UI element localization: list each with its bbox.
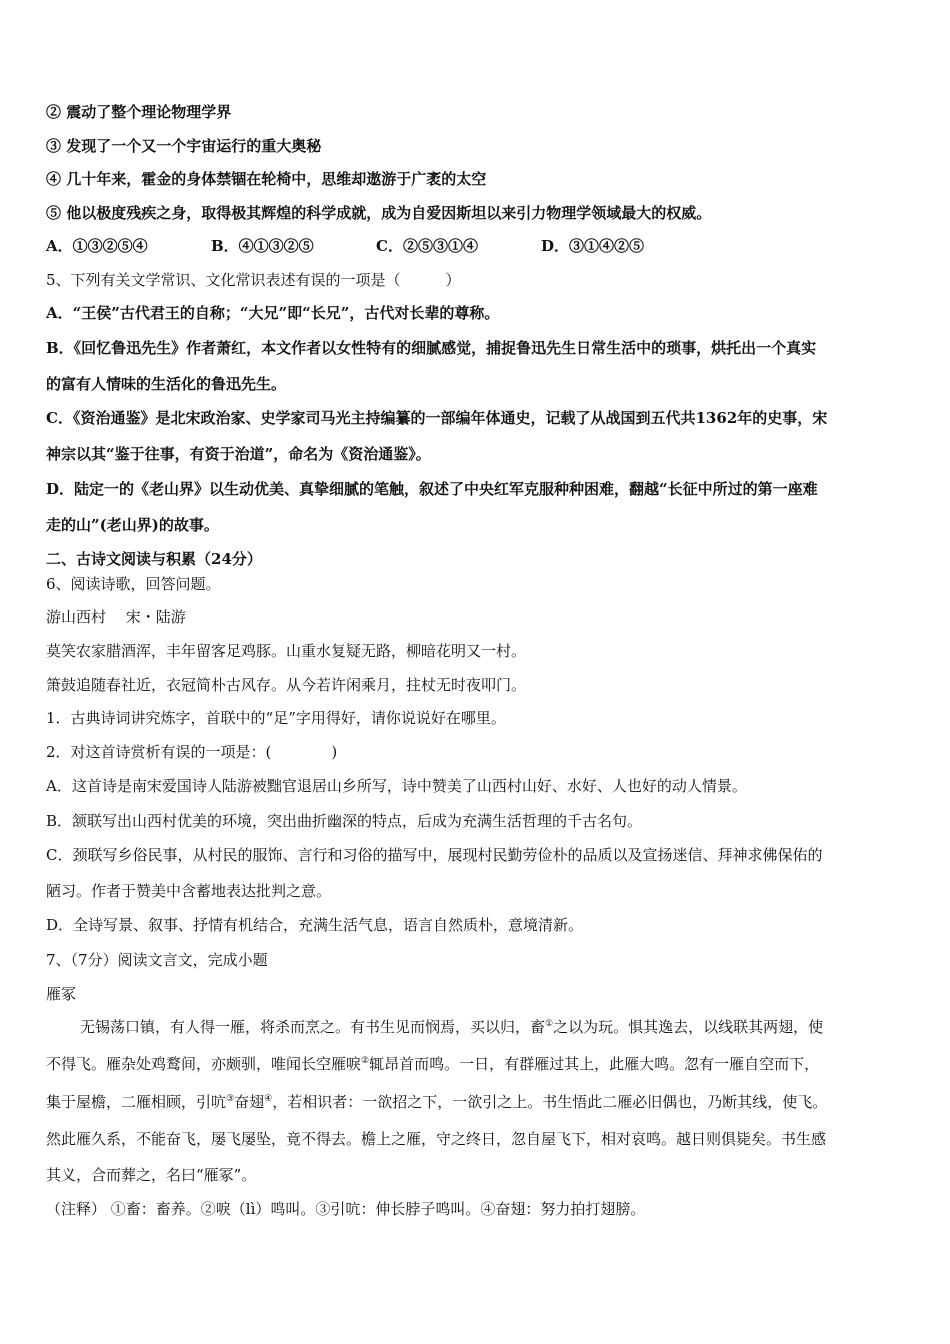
passage-line-1: 无锡荡口镇，有人得一雁，将杀而烹之。有书生见而悯焉，买以归，畜①之以为玩。惧其逸去，以线联其两翅，使: [80, 1018, 824, 1036]
footnote-mark: ③: [226, 1094, 235, 1104]
q6-option-c-line1: C．颈联写乡俗民事，从村民的服饰、言行和习俗的描写中，展现村民勤劳俭朴的品质以及宣扬迷信、拜神求佛保佑的: [46, 846, 823, 864]
q4-options: [46, 236, 916, 256]
section-heading: 二、古诗文阅读与积累（24分）: [46, 550, 262, 568]
q4-option-a: A．①③②⑤④: [46, 237, 148, 255]
footnote-mark: ①: [545, 1019, 554, 1029]
footnotes: （注释） ①畜：畜养。②唳（lì）鸣叫。③引吭：伸长脖子鸣叫。④奋翅：努力拍打翅膀。: [46, 1200, 646, 1218]
q6-sub-1: 1．古典诗词讲究炼字，首联中的“足”字用得好，请你说说好在哪里。: [46, 709, 506, 727]
passage-line-3: 集于屋檐，二雁相顾，引吭③奋翅④，若相识者：一欲招之下，一欲引之上。书生悟此二雁必旧偶也，乃断其线，使飞。: [46, 1093, 828, 1111]
q5-option-c-line1: C．《资治通鉴》是北宋政治家、史学家司马光主持编纂的一部编年体通史，记载了从战国到五代共1362年的史事，宋: [46, 409, 828, 427]
q4-item-4: ④ 几十年来，霍金的身体禁锢在轮椅中，思维却遨游于广袤的太空: [46, 170, 487, 188]
q4-item-5: ⑤ 他以极度残疾之身，取得极其辉煌的科学成就，成为自爱因斯坦以来引力物理学领域最大的权威。: [46, 204, 712, 222]
q7-stem: 7、（7分）阅读文言文，完成小题: [46, 951, 268, 969]
poem-line-2: 箫鼓追随春社近，衣冠简朴古风存。从今若许闲乘月，拄杖无时夜叩门。: [46, 676, 527, 694]
passage-line-2: 不得飞。雁杂处鸡鹜间，亦颇驯，唯闻长空雁唳②辄昂首而鸣。一日，有群雁过其上，此雁大鸣。忽有一雁自空而下，: [46, 1055, 820, 1073]
q5-option-b-line1: B．《回忆鲁迅先生》作者萧红，本文作者以女性特有的细腻感觉，捕捉鲁迅先生日常生活中的琐事，烘托出一个真实: [46, 339, 817, 357]
poem-title: 游山西村 宋・陆游: [46, 608, 186, 626]
poem-line-1: 莫笑农家腊酒浑，丰年留客足鸡豚。山重水复疑无路，柳暗花明又一村。: [46, 642, 527, 660]
q4-option-d: D．③①④②⑤: [541, 237, 645, 255]
q6-option-a: A．这首诗是南宋爱国诗人陆游被黜官退居山乡所写，诗中赞美了山西村山好、水好、人也好的动人情景。: [46, 777, 747, 795]
q5-stem: 5、下列有关文学常识、文化常识表述有误的一项是（ ）: [46, 271, 461, 289]
footnote-mark: ②: [361, 1056, 370, 1066]
q4-option-c: C．②⑤③①④: [376, 237, 478, 255]
q4-item-3: ③ 发现了一个又一个宇宙运行的重大奥秘: [46, 137, 322, 155]
q5-option-d-line2: 走的山”(老山界)的故事。: [46, 516, 219, 534]
q6-option-d: D．全诗写景、叙事、抒情有机结合，充满生活气息，语言自然质朴，意境清新。: [46, 916, 584, 934]
passage-line-5: 其义，合而葬之，名曰“雁冢”。: [46, 1166, 257, 1184]
q5-option-a: A．“王侯”古代君王的自称；“大兄”即“长兄”，古代对长辈的尊称。: [46, 304, 500, 322]
passage-line-4: 然此雁久系，不能奋飞，屡飞屡坠，竟不得去。檐上之雁，守之终日，忽自屋飞下，相对哀鸣。越日则俱毙矣。书生感: [46, 1130, 827, 1148]
q6-option-b: B．颔联写出山西村优美的环境，突出曲折幽深的特点，后成为充满生活哲理的千古名句。: [46, 812, 643, 830]
q5-option-c-line2: 神宗以其“鉴于往事，有资于治道”，命名为《资治通鉴》。: [46, 445, 431, 463]
q6-stem: 6、阅读诗歌，回答问题。: [46, 575, 221, 593]
q4-item-2: ② 震动了整个理论物理学界: [46, 103, 232, 121]
q5-option-d-line1: D．陆定一的《老山界》以生动优美、真挚细腻的笔触，叙述了中央红军克服种种困难，翻越“长征中所过的第一座难: [46, 480, 818, 498]
passage-title: 雁冢: [46, 985, 77, 1003]
q5-option-b-line2: 的富有人情味的生活化的鲁迅先生。: [46, 375, 287, 393]
q6-option-c-line2: 陋习。作者于赞美中含蓄地表达批判之意。: [46, 882, 332, 900]
footnote-mark: ④: [264, 1094, 273, 1104]
q6-sub-2: 2．对这首诗赏析有误的一项是：( ): [46, 743, 338, 761]
q4-option-b: B．④①③②⑤: [211, 237, 314, 255]
